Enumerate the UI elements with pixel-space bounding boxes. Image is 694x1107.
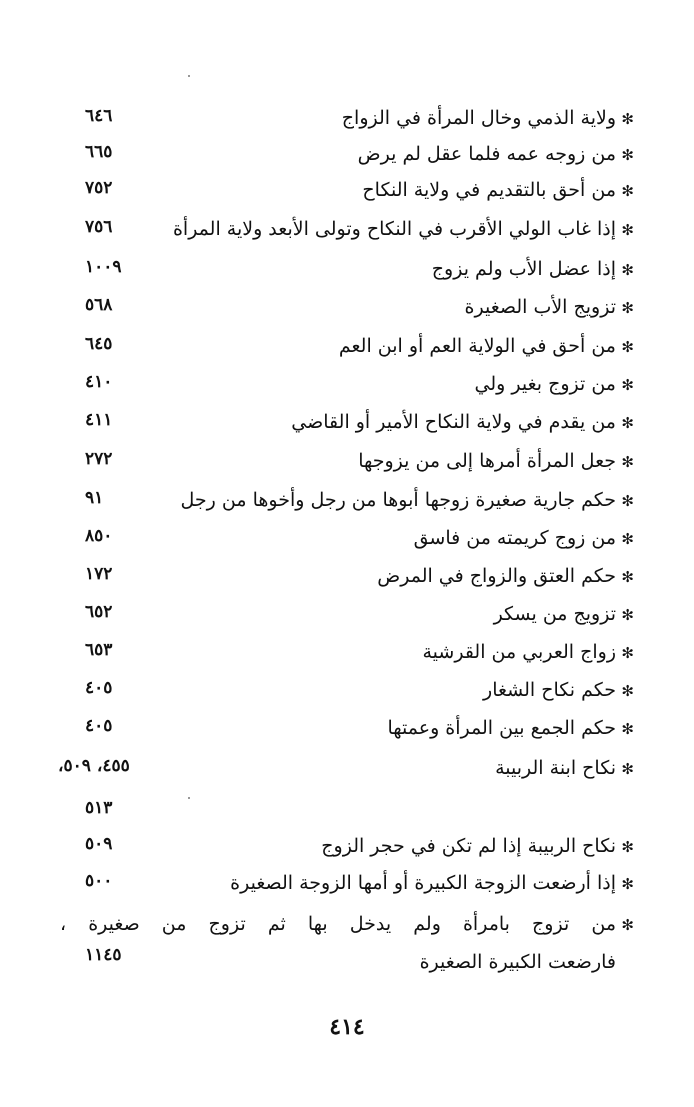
index-entry: [0, 561, 694, 595]
entry-bullet-icon: ✻: [621, 376, 634, 394]
entry-bullet-icon: ✻: [621, 606, 634, 624]
entry-bullet-icon: ✻: [621, 644, 634, 662]
entry-bullet-icon: ✻: [621, 530, 634, 548]
entry-title: من زوج كريمته من فاسق: [413, 527, 616, 549]
entry-title: من أحق في الولاية العم أو ابن العم: [338, 335, 616, 357]
entry-page-number: ٦٦٥: [85, 142, 113, 162]
entry-page-number: ٥٠٩: [85, 834, 113, 854]
entry-bullet-icon: ✻: [621, 338, 634, 356]
entry-title: حكم العتق والزواج في المرض: [377, 565, 616, 587]
entry-page-number: ٩١: [85, 488, 104, 508]
entry-page-continuation: ٥١٣: [85, 798, 113, 818]
index-entry: [0, 214, 694, 248]
entry-title: حكم جارية صغيرة زوجها أبوها من رجل وأخوها من رجل: [180, 489, 616, 511]
index-entry: [0, 713, 694, 747]
entry-title: تزويج الأب الصغيرة: [464, 296, 616, 318]
entry-page-number: ٥٦٨: [85, 295, 113, 315]
entry-page-number: ٦٥٢: [85, 602, 113, 622]
entry-page-number: ٦٤٥: [85, 334, 113, 354]
entry-bullet-icon: ✻: [621, 916, 634, 934]
index-entry: [0, 175, 694, 209]
entry-title: من تزوج بغير ولي: [474, 373, 616, 395]
entry-page-number: ٦٥٣: [85, 640, 113, 660]
entry-page-number: ٤٠٥: [85, 678, 113, 698]
entry-title: إذا غاب الولي الأقرب في النكاح وتولى الأبعد ولاية المرأة: [172, 218, 616, 240]
index-entry: [0, 831, 694, 865]
entry-bullet-icon: ✻: [621, 110, 634, 128]
entry-bullet-icon: ✻: [621, 146, 634, 164]
entry-title: ولاية الذمي وخال المرأة في الزواج: [341, 107, 616, 129]
index-entry: [0, 103, 694, 137]
entry-bullet-icon: ✻: [621, 838, 634, 856]
entry-title: نكاح ابنة الربيبة: [495, 757, 616, 779]
entry-title-line-2: فارضعت الكبيرة الصغيرة: [419, 951, 616, 973]
entry-bullet-icon: ✻: [621, 182, 634, 200]
entry-bullet-icon: ✻: [621, 261, 634, 279]
entry-title: حكم نكاح الشغار: [483, 679, 616, 701]
index-entry: [0, 331, 694, 365]
entry-bullet-icon: ✻: [621, 760, 634, 778]
index-entry: [0, 369, 694, 403]
entry-bullet-icon: ✻: [621, 682, 634, 700]
entry-title: من زوجه عمه فلما عقل لم يرض: [357, 143, 616, 165]
entry-page-number: ٨٥٠: [85, 526, 113, 546]
entry-bullet-icon: ✻: [621, 568, 634, 586]
index-entry: [0, 637, 694, 671]
entry-page-number: ٤٠٥: [85, 716, 113, 736]
index-entry: [0, 446, 694, 480]
index-entry: [0, 675, 694, 709]
entry-page-number: ١٠٠٩: [85, 257, 122, 277]
index-entry: [0, 139, 694, 173]
entry-page-number: ٢٧٢: [85, 449, 113, 469]
entry-title: نكاح الربيبة إذا لم تكن في حجر الزوج: [321, 835, 616, 857]
entry-page-number: ٤١٠: [85, 372, 113, 392]
entry-bullet-icon: ✻: [621, 299, 634, 317]
entry-title: زواج العربي من القرشية: [422, 641, 616, 663]
index-entry: [0, 523, 694, 557]
entry-page-number: ٤١١: [85, 410, 113, 430]
index-entry: [0, 868, 694, 902]
index-entry: [0, 753, 694, 787]
entry-page-number: ١١٤٥: [85, 945, 122, 965]
entry-page-number: ٧٥٦: [85, 217, 113, 237]
entry-title: إذا عضل الأب ولم يزوج: [431, 258, 616, 280]
entry-title: حكم الجمع بين المرأة وعمتها: [387, 717, 616, 739]
entry-title-line-1: من تزوج بامرأة ولم يدخل بها ثم تزوج من صغيرة ،: [60, 913, 616, 935]
entry-bullet-icon: ✻: [621, 414, 634, 432]
entry-title: إذا أرضعت الزوجة الكبيرة أو أمها الزوجة الصغيرة: [230, 872, 616, 894]
entry-bullet-icon: ✻: [621, 875, 634, 893]
entry-title: من أحق بالتقديم في ولاية النكاح: [362, 179, 616, 201]
entry-page-number: ١٧٢: [85, 564, 113, 584]
index-entry: [0, 292, 694, 326]
entry-title: تزويج من يسكر: [493, 603, 616, 625]
index-entry: [0, 599, 694, 633]
entry-bullet-icon: ✻: [621, 453, 634, 471]
entry-title: من يقدم في ولاية النكاح الأمير أو القاضي: [291, 411, 616, 433]
entry-page-number: ٤٥٥، ٥٠٩،: [58, 756, 130, 776]
index-entry: [0, 254, 694, 288]
entry-bullet-icon: ✻: [621, 720, 634, 738]
entry-page-number: ٦٤٦: [85, 106, 113, 126]
index-entry: [0, 485, 694, 519]
entry-bullet-icon: ✻: [621, 492, 634, 510]
page-number: ٤١٤: [329, 1014, 365, 1040]
index-entry: [0, 407, 694, 441]
entry-page-number: ٧٥٢: [85, 178, 113, 198]
entry-title: جعل المرأة أمرها إلى من يزوجها: [358, 450, 616, 472]
entry-page-number: ٥٠٠: [85, 871, 113, 891]
scan-speck: [188, 75, 190, 77]
entry-bullet-icon: ✻: [621, 221, 634, 239]
scan-speck: [188, 797, 190, 799]
